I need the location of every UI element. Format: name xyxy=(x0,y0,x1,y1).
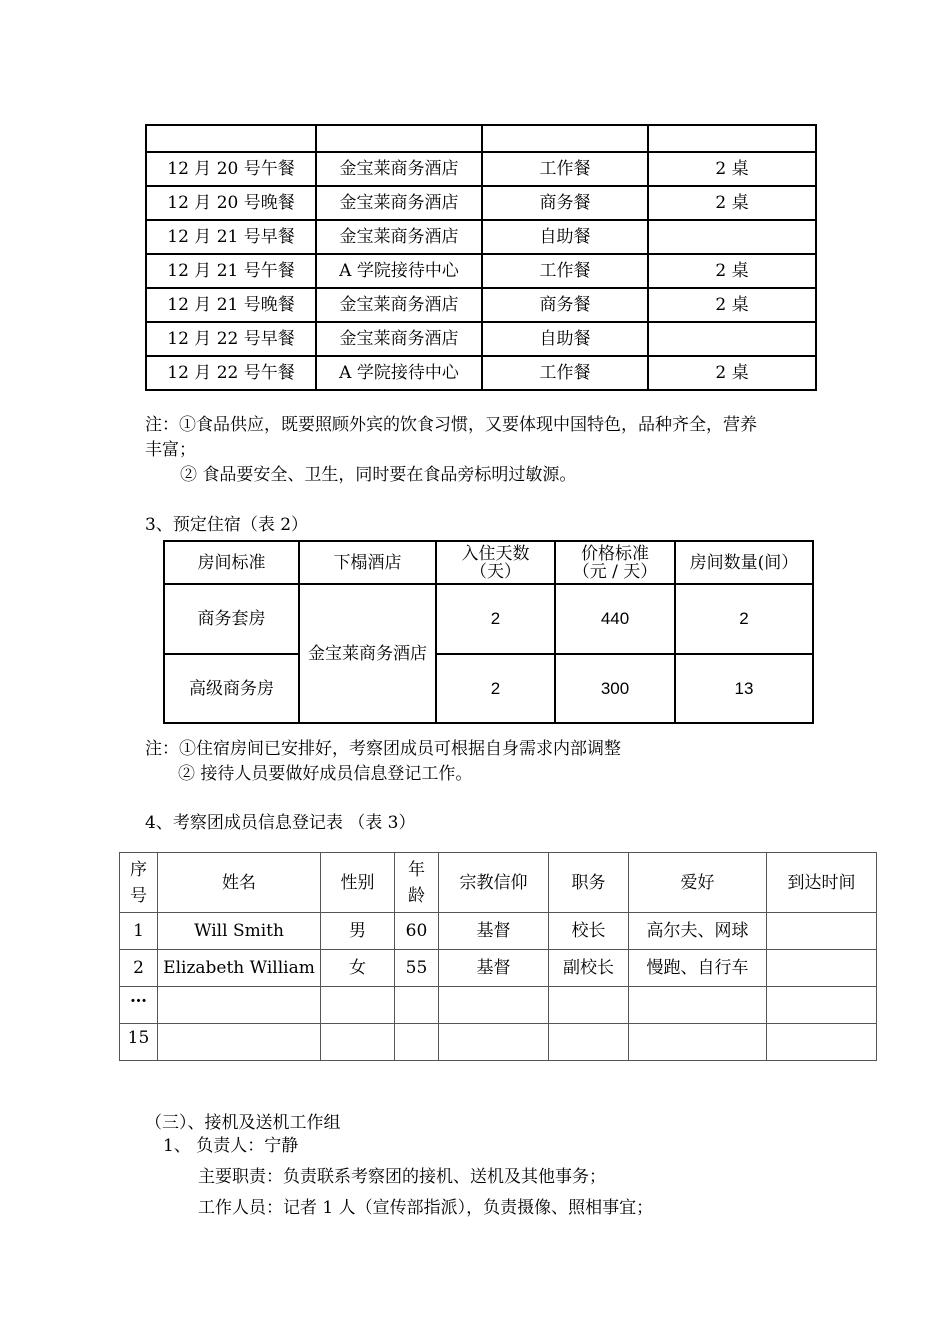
members-header-no: 序号 xyxy=(120,853,158,913)
meal-time: 12 月 21 号午餐 xyxy=(146,254,316,288)
members-position xyxy=(549,1024,629,1061)
members-row xyxy=(120,1024,877,1061)
lodging-note-1: 注：①住宿房间已安排好，考察团成员可根据自身需求内部调整 xyxy=(145,739,621,759)
members-row xyxy=(120,950,877,987)
meal-type: 商务餐 xyxy=(482,288,648,322)
meal-type: 工作餐 xyxy=(482,152,648,186)
lodging-heading: 3、预定住宿（表 2） xyxy=(145,515,309,535)
members-age xyxy=(395,1024,439,1061)
members-header-hobby: 爱好 xyxy=(629,853,767,913)
members-age: 55 xyxy=(395,950,439,987)
meal-type xyxy=(482,125,648,152)
members-arrival xyxy=(767,1024,877,1061)
lodging-price: 440 xyxy=(555,584,675,654)
members-gender xyxy=(321,987,395,1024)
members-gender xyxy=(321,1024,395,1061)
meal-qty xyxy=(648,125,816,152)
meal-qty: 2 桌 xyxy=(648,152,816,186)
meal-row xyxy=(146,288,816,322)
members-hobby xyxy=(629,987,767,1024)
members-row xyxy=(120,913,877,950)
members-header-name: 姓名 xyxy=(158,853,321,913)
meal-type: 自助餐 xyxy=(482,220,648,254)
members-no: 1 xyxy=(120,913,158,950)
meal-time xyxy=(146,125,316,152)
members-religion xyxy=(439,987,549,1024)
meal-row xyxy=(146,356,816,390)
meal-time: 12 月 21 号早餐 xyxy=(146,220,316,254)
meal-row xyxy=(146,254,816,288)
meal-type: 工作餐 xyxy=(482,356,648,390)
lodging-count: 13 xyxy=(675,654,813,723)
meal-qty: 2 桌 xyxy=(648,186,816,220)
members-arrival xyxy=(767,913,877,950)
lodging-hotel: 金宝莱商务酒店 xyxy=(299,584,436,723)
members-row xyxy=(120,987,877,1024)
members-no: 15 xyxy=(120,1024,158,1061)
meal-type: 商务餐 xyxy=(482,186,648,220)
meal-row xyxy=(146,152,816,186)
meal-place xyxy=(316,125,482,152)
members-name xyxy=(158,987,321,1024)
meal-qty: 2 桌 xyxy=(648,254,816,288)
lodging-header-price: 价格标准（元 / 天） xyxy=(555,541,675,584)
meal-time: 12 月 20 号晚餐 xyxy=(146,186,316,220)
lodging-header-hotel: 下榻酒店 xyxy=(299,541,436,584)
lodging-header-days: 入住天数（天） xyxy=(436,541,555,584)
meal-row xyxy=(146,220,816,254)
meal-qty: 2 桌 xyxy=(648,356,816,390)
members-name xyxy=(158,1024,321,1061)
lodging-room: 高级商务房 xyxy=(164,654,299,723)
members-arrival xyxy=(767,987,877,1024)
meal-time: 12 月 21 号晚餐 xyxy=(146,288,316,322)
lodging-header-room: 房间标准 xyxy=(164,541,299,584)
lodging-note-2: ② 接待人员要做好成员信息登记工作。 xyxy=(178,764,473,784)
members-header-arrival: 到达时间 xyxy=(767,853,877,913)
meal-qty xyxy=(648,322,816,356)
members-header-religion: 宗教信仰 xyxy=(439,853,549,913)
lodging-days: 2 xyxy=(436,654,555,723)
members-header-gender: 性别 xyxy=(321,853,395,913)
members-header-age: 年龄 xyxy=(395,853,439,913)
members-position xyxy=(549,987,629,1024)
lodging-table xyxy=(163,540,814,724)
members-religion xyxy=(439,1024,549,1061)
members-position: 副校长 xyxy=(549,950,629,987)
meal-place: 金宝莱商务酒店 xyxy=(316,288,482,322)
members-gender: 男 xyxy=(321,913,395,950)
meal-time: 12 月 22 号午餐 xyxy=(146,356,316,390)
meal-type: 工作餐 xyxy=(482,254,648,288)
members-heading: 4、考察团成员信息登记表 （表 3） xyxy=(145,813,416,833)
members-no: 2 xyxy=(120,950,158,987)
meal-place: 金宝莱商务酒店 xyxy=(316,186,482,220)
members-arrival xyxy=(767,950,877,987)
meal-place: A 学院接待中心 xyxy=(316,356,482,390)
members-gender: 女 xyxy=(321,950,395,987)
meal-row xyxy=(146,322,816,356)
section3-item1: 1、 负责人：宁静 xyxy=(163,1136,299,1156)
meal-note-1: 注：①食品供应，既要照顾外宾的饮食习惯，又要体现中国特色，品种齐全，营养 xyxy=(145,415,757,435)
members-hobby: 高尔夫、网球 xyxy=(629,913,767,950)
lodging-price: 300 xyxy=(555,654,675,723)
members-position: 校长 xyxy=(549,913,629,950)
section3-staff: 工作人员：记者 1 人（宣传部指派），负责摄像、照相事宜； xyxy=(198,1198,654,1218)
meal-note-3: ② 食品要安全、卫生，同时要在食品旁标明过敏源。 xyxy=(180,465,577,485)
meal-time: 12 月 22 号早餐 xyxy=(146,322,316,356)
members-name: Will Smith xyxy=(158,913,321,950)
members-age: 60 xyxy=(395,913,439,950)
members-name: Elizabeth William xyxy=(158,950,321,987)
section3-title: （三）、接机及送机工作组 xyxy=(145,1113,341,1133)
meal-qty xyxy=(648,220,816,254)
members-age xyxy=(395,987,439,1024)
meal-qty: 2 桌 xyxy=(648,288,816,322)
meal-time: 12 月 20 号午餐 xyxy=(146,152,316,186)
lodging-count: 2 xyxy=(675,584,813,654)
members-religion: 基督 xyxy=(439,913,549,950)
meal-row xyxy=(146,125,816,152)
meal-type: 自助餐 xyxy=(482,322,648,356)
meal-note-2: 丰富； xyxy=(145,440,196,460)
meal-place: 金宝莱商务酒店 xyxy=(316,322,482,356)
members-header-position: 职务 xyxy=(549,853,629,913)
lodging-header-count: 房间数量(间） xyxy=(675,541,813,584)
meal-place: 金宝莱商务酒店 xyxy=(316,152,482,186)
meal-place: 金宝莱商务酒店 xyxy=(316,220,482,254)
meal-table xyxy=(145,124,817,391)
section3-duty: 主要职责：负责联系考察团的接机、送机及其他事务； xyxy=(198,1167,606,1187)
members-no: … xyxy=(120,987,158,1024)
meal-place: A 学院接待中心 xyxy=(316,254,482,288)
lodging-room: 商务套房 xyxy=(164,584,299,654)
members-hobby xyxy=(629,1024,767,1061)
members-religion: 基督 xyxy=(439,950,549,987)
meal-row xyxy=(146,186,816,220)
members-table xyxy=(119,852,877,1061)
members-hobby: 慢跑、自行车 xyxy=(629,950,767,987)
lodging-days: 2 xyxy=(436,584,555,654)
